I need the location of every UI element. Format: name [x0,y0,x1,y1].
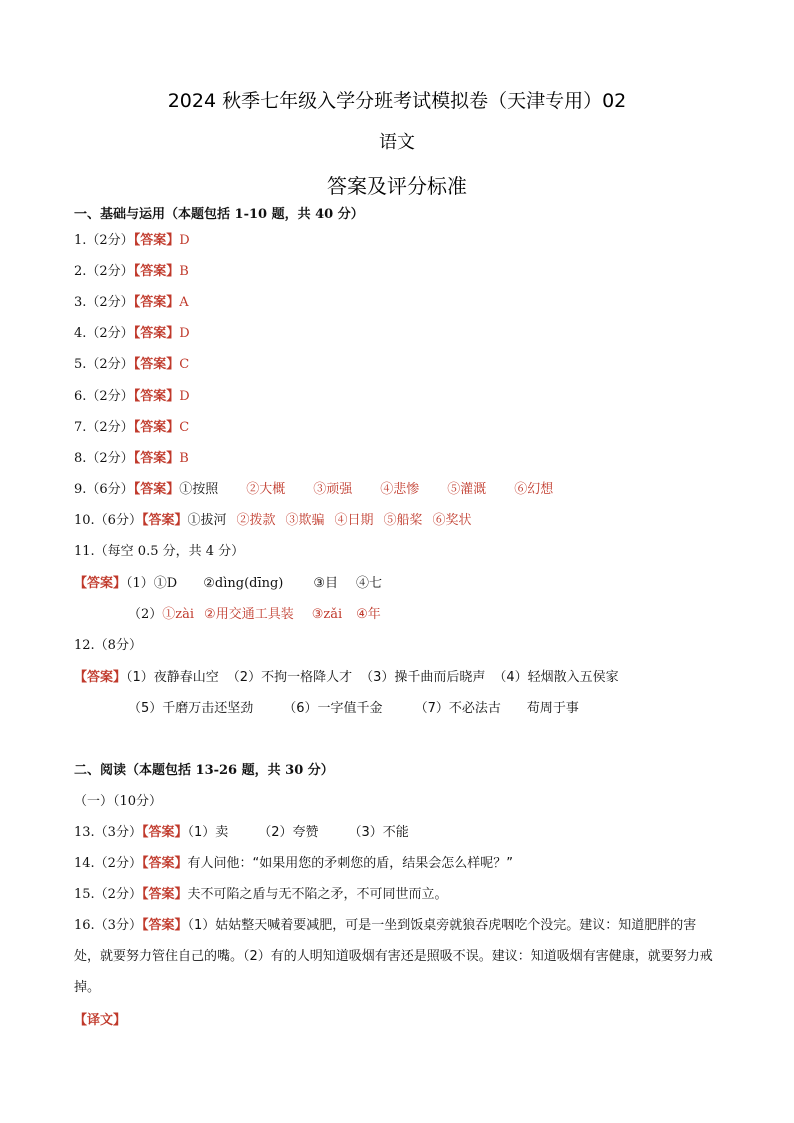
q13-part: （3）不能 [348,825,409,840]
q12-part: （7）不必法古 [414,701,501,716]
q12-row1 [74,670,619,686]
q6-line [74,389,190,405]
q11-row1 [74,576,382,592]
translation-tag: 【译文】 [74,1013,127,1028]
exam-title: 2024 秋季七年级入学分班考试模拟卷（天津专用）02 [167,90,627,112]
q12-number: 12.（8分） [74,638,142,653]
q6-answer: D [179,389,190,404]
section1-heading: 一、基础与运用（本题包括 1-10 题，共 40 分） [74,207,364,222]
answer-tag: 【答案】 [141,918,188,933]
q4-number: 4.（2分） [74,326,134,341]
q13-part: （1）卖 [187,825,229,840]
q9-part: ⑤灌溉 [447,482,487,497]
q6-number: 6.（2分） [74,389,134,404]
answer-tag: 【答案】 [141,856,188,871]
answer-tag: 【答案】 [141,513,188,528]
q11-part: ④七 [356,576,383,591]
section2-heading: 二、阅读（本题包括 13-26 题，共 30 分） [74,763,334,778]
q9-part: ②大概 [246,482,286,497]
q7-answer: C [179,420,190,435]
answer-tag: 【答案】 [133,482,180,497]
q2-number: 2.（2分） [74,264,134,279]
q10-part: ②拨款 [236,513,276,528]
q14-number: 14.（2分） [74,856,142,871]
q15-answer: 夫不可陷之盾与无不陷之矛，不可同世而立。 [187,887,448,902]
q12-part: （4）轻烟散入五侯家 [493,670,619,685]
q12-part: 苟周于事 [526,701,579,716]
answer-tag: 【答案】 [141,825,188,840]
q2-answer: B [179,264,189,279]
q5-number: 5.（2分） [74,357,134,372]
q11-part: ②dìng(dīng) [203,576,284,591]
q8-line [74,451,189,467]
q13-number: 13.（3分） [74,825,142,840]
q9-number: 9.（6分） [74,482,134,497]
q12-part: （6）一字值千金 [283,701,383,716]
q11-part: ①D [153,576,178,591]
q11-number: 11.（每空 0.5 分，共 4 分） [74,544,245,559]
q14-line [74,856,513,872]
answer-tag: 【答案】 [141,887,188,902]
answer-tag: 【答案】 [133,357,180,372]
q10-part: ④日期 [334,513,374,528]
q9-part: ⑥幻想 [514,482,554,497]
answer-tag: 【答案】 [133,389,180,404]
q13-line [74,825,409,841]
q13-part: （2）夸赞 [258,825,319,840]
q12-part: （1）夜静春山空 [126,670,219,685]
q2-line [74,264,189,280]
answer-tag: 【答案】 [74,576,127,591]
q15-line [74,887,447,903]
q16-number: 16.（3分） [74,918,142,933]
q7-line [74,420,189,436]
q11-part: ③zǎi [311,607,343,622]
answer-tag: 【答案】 [133,233,180,248]
q10-part: ⑤船桨 [383,513,423,528]
q1-line [74,233,190,249]
q8-answer: B [179,451,189,466]
q11-part: ②用交通工具装 [204,607,294,622]
subject-title: 语文 [379,132,415,153]
q10-number: 10.（6分） [74,513,142,528]
answer-tag: 【答案】 [133,326,180,341]
q1-number: 1.（2分） [74,233,134,248]
q11-row2-label: （2） [128,607,163,622]
q16-answer: （1）姑姑整天喊着要减肥，可是一坐到饭桌旁就狼吞虎咽吃个没完。建议：知道肥胖的害处，就要努力管住自己的嘴。（2）有的人明知道吸烟有害还是照吸不误。建议：知道吸烟有害健康，就要努力戒掉。 [74,918,713,995]
q10-part: ⑥奖状 [432,513,472,528]
q3-answer: A [179,295,189,310]
answer-tag: 【答案】 [133,451,180,466]
answer-tag: 【答案】 [74,670,127,685]
answer-tag: 【答案】 [133,420,180,435]
q8-number: 8.（2分） [74,451,134,466]
q9-part: ③顽强 [313,482,353,497]
section2-subheading: （一）（10分） [74,794,163,809]
q11-part: ③目 [313,576,339,591]
q3-number: 3.（2分） [74,295,134,310]
q11-row1-label: （1） [126,576,154,591]
answer-tag: 【答案】 [133,295,180,310]
q10-line [74,513,472,529]
q16-paragraph [74,910,722,1003]
q9-part: ①按照 [179,482,219,497]
q3-line [74,295,189,311]
q5-answer: C [179,357,190,372]
q12-part: （5）千磨万击还坚劲 [128,701,254,716]
q11-row2 [128,607,381,623]
q7-number: 7.（2分） [74,420,134,435]
q12-part: （3）操千曲而后晓声 [360,670,486,685]
q15-number: 15.（2分） [74,887,142,902]
q11-part: ①zài [162,607,195,622]
q4-line [74,326,190,342]
q1-answer: D [179,233,190,248]
q5-line [74,357,189,373]
q9-part: ④悲惨 [380,482,420,497]
q9-line [74,482,553,498]
answer-tag: 【答案】 [133,264,180,279]
q10-part: ①拔河 [187,513,227,528]
answer-key-title: 答案及评分标准 [327,174,467,198]
q4-answer: D [179,326,190,341]
q12-part: （2）不拘一格降人才 [226,670,353,685]
q10-part: ③欺骗 [285,513,325,528]
q14-answer: 有人问他：“如果用您的矛刺您的盾，结果会怎么样呢？” [187,856,513,871]
q11-part: ④年 [356,607,381,622]
q12-row2 [128,701,579,717]
